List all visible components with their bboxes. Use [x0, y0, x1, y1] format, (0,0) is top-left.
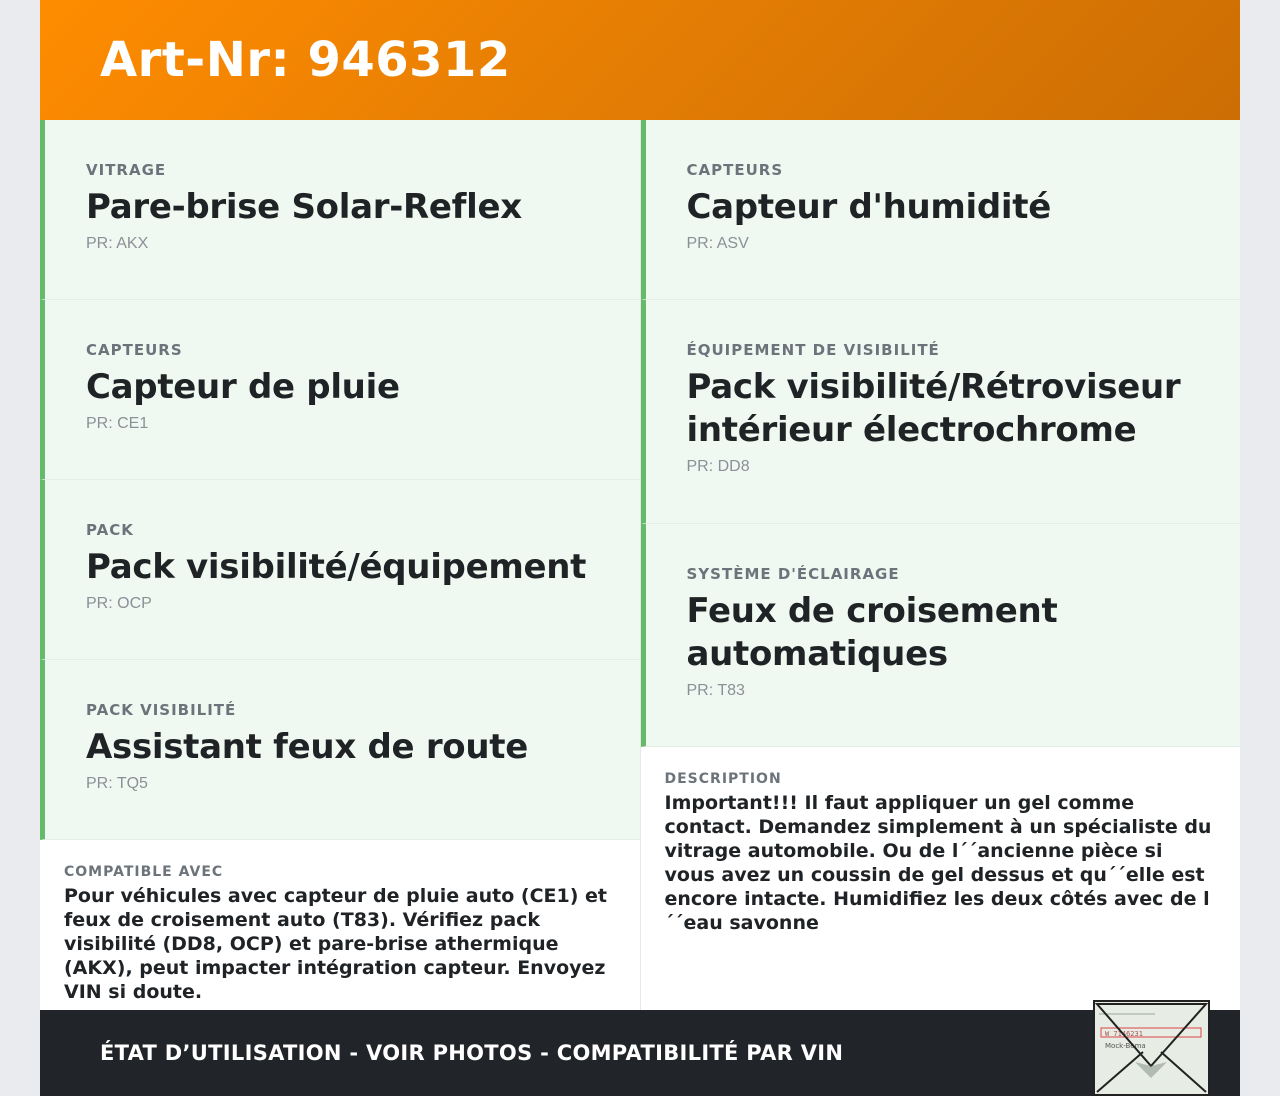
feature-pr-code: PR: DD8: [686, 458, 750, 475]
compatibility-section: [40, 840, 640, 1010]
feature-category: ÉQUIPEMENT DE VISIBILITÉ: [686, 341, 940, 359]
right-column: [641, 120, 1241, 1010]
feature-columns: [40, 120, 1240, 1010]
feature-title: Pack visibilité/équipement: [86, 547, 587, 587]
product-photo-thumbnail[interactable]: [1093, 1000, 1210, 1096]
feature-pr-code: PR: CE1: [86, 415, 149, 432]
feature-category: SYSTÈME D'ÉCLAIRAGE: [686, 565, 900, 583]
compatibility-text: Pour véhicules avec capteur de pluie auto (CE1) et feux de croisement auto (T83). Vérifiez pack visibilité (DD8, OCP) et pare-brise athermique (AKX), peut impacter intégration capteur. Envoyez VIN si doute.: [64, 885, 607, 1003]
compatibility-label: COMPATIBLE AVEC: [64, 864, 224, 880]
feature-pr-code: PR: T83: [686, 682, 745, 699]
feature-card: [40, 480, 640, 660]
feature-card: [641, 120, 1241, 300]
feature-category: VITRAGE: [86, 161, 167, 179]
envelope-document-icon: [1095, 1002, 1208, 1094]
feature-title: Capteur d'humidité: [686, 187, 1051, 227]
feature-card: [40, 120, 640, 300]
thumbnail-plate-text: W 7146231: [1105, 1030, 1143, 1038]
feature-title: Assistant feux de route: [86, 727, 528, 767]
feature-category: CAPTEURS: [686, 161, 784, 179]
description-label: DESCRIPTION: [664, 771, 782, 787]
feature-card: [40, 660, 640, 840]
product-page: [40, 0, 1240, 1096]
feature-title: Feux de croisement automatiques: [686, 591, 1058, 674]
feature-category: PACK: [86, 521, 134, 539]
description-section: [641, 747, 1241, 1010]
product-header: [40, 0, 1240, 120]
description-text: Important!!! Il faut appliquer un gel comme contact. Demandez simplement à un spécialiste du vitrage automobile. Ou de l´´ancienne pièce si vous avez un coussin de gel dessus et qu´´elle est encore intacte. Humidifiez les deux côtés avec de l´´eau savonne: [664, 792, 1212, 934]
feature-card: [641, 300, 1241, 524]
feature-card: [40, 300, 640, 480]
feature-title: Pare-brise Solar-Reflex: [86, 187, 522, 227]
feature-category: PACK VISIBILITÉ: [86, 701, 237, 719]
thumbnail-name-text: Mock-Bema: [1105, 1042, 1146, 1050]
condition-text: ÉTAT D’UTILISATION - VOIR PHOTOS - COMPATIBILITÉ PAR VIN: [100, 1041, 844, 1065]
feature-pr-code: PR: AKX: [86, 235, 149, 252]
left-column: [40, 120, 641, 1010]
feature-title: Capteur de pluie: [86, 367, 400, 407]
feature-category: CAPTEURS: [86, 341, 183, 359]
article-number-title: Art-Nr: 946312: [100, 32, 511, 88]
feature-card: [641, 524, 1241, 747]
condition-footer: [40, 1010, 1240, 1096]
feature-pr-code: PR: OCP: [86, 595, 152, 612]
feature-title: Pack visibilité/Rétroviseur intérieur électrochrome: [686, 367, 1181, 450]
feature-pr-code: PR: ASV: [686, 235, 749, 252]
feature-pr-code: PR: TQ5: [86, 775, 148, 792]
